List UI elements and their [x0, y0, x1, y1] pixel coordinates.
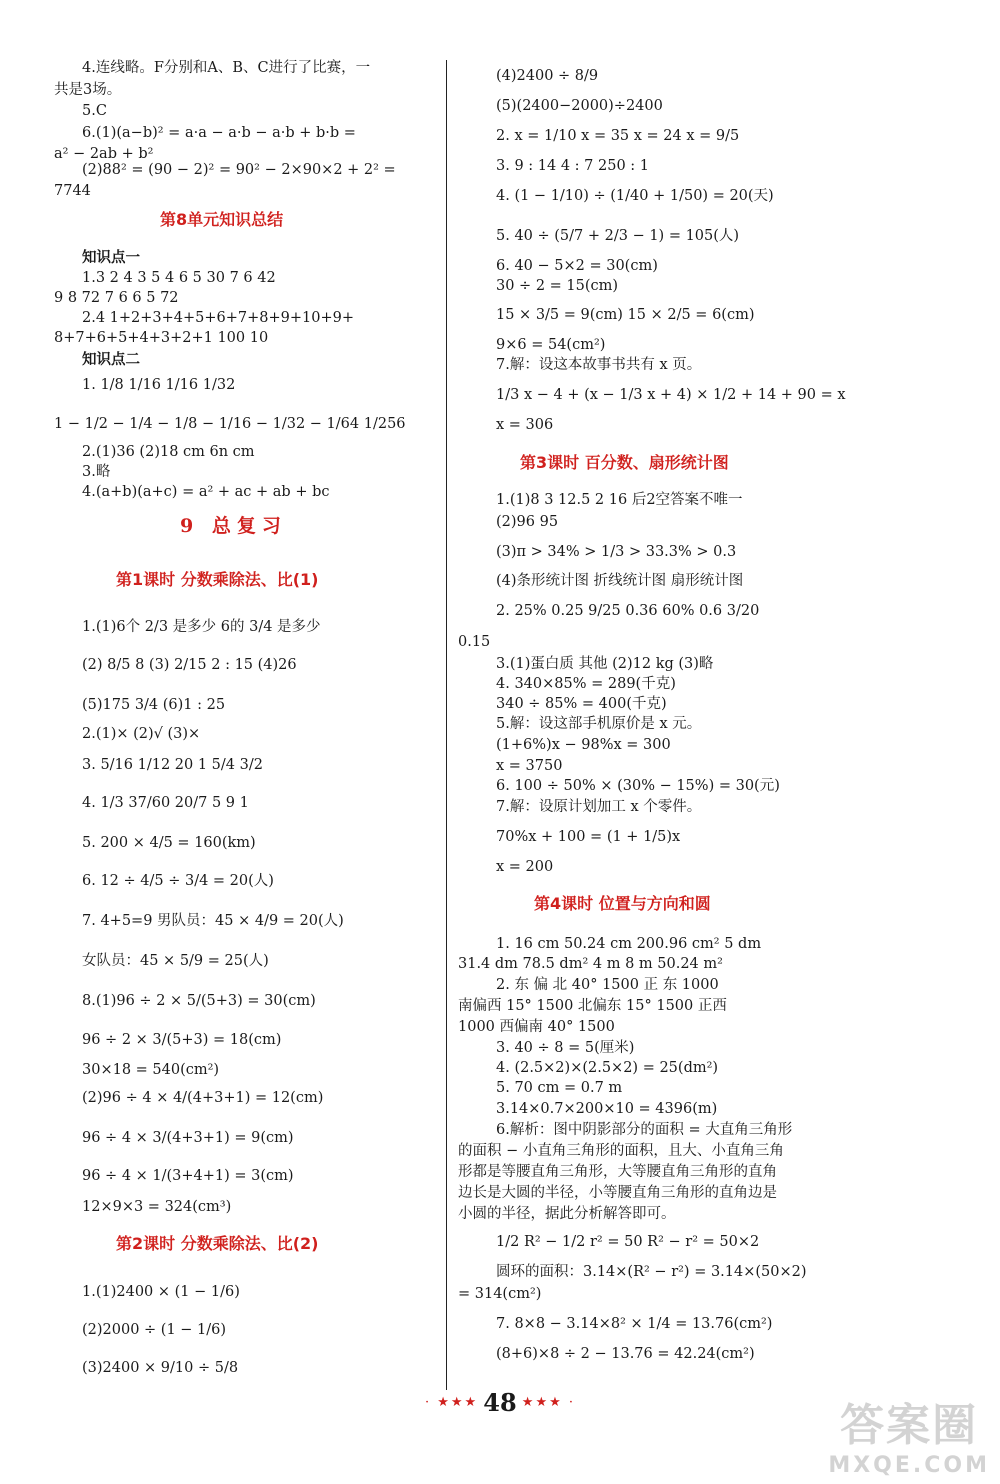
- answer-line-right-26: 7.解：设原计划加工 x 个零件。: [496, 799, 702, 815]
- answer-line-right-43: 1/2 R² − 1/2 r² = 50 R² − r² = 50×2: [496, 1234, 760, 1250]
- answer-line-left-19: (2) 8/5 8 (3) 2/15 2 : 15 (4)26: [82, 657, 297, 673]
- answer-line-left-26: 7. 4+5=9 男队员：45 × 4/9 = 20(人): [82, 913, 344, 929]
- answer-line-left-9: 9 8 72 7 6 6 5 72: [54, 290, 179, 306]
- answer-line-left-35: 1.(1)2400 × (1 − 1/6): [82, 1284, 240, 1300]
- answer-line-right-19: 3.(1)蛋白质 其他 (2)12 kg (3)略: [496, 656, 714, 672]
- answer-line-left-30: 30×18 = 540(cm²): [82, 1062, 220, 1078]
- answer-line-left-31: (2)96 ÷ 4 × 4/(4+3+1) = 12(cm): [82, 1090, 324, 1106]
- answer-line-right-10: 7.解：设这本故事书共有 x 页。: [496, 357, 702, 373]
- answer-line-right-12: x = 306: [496, 417, 554, 433]
- answer-line-right-33: 1000 西偏南 40° 1500: [458, 1019, 615, 1035]
- answer-line-left-25: 6. 12 ÷ 4/5 ÷ 3/4 = 20(人): [82, 873, 274, 889]
- answer-line-left-16: 3.略: [82, 464, 111, 480]
- answer-line-left-12: 知识点二: [82, 351, 140, 368]
- answer-line-right-38: 6.解析：图中阴影部分的面积 = 大直角三角形: [496, 1122, 793, 1138]
- answer-line-right-47: (8+6)×8 ÷ 2 − 13.76 = 42.24(cm²): [496, 1346, 755, 1362]
- answer-line-right-27: 70%x + 100 = (1 + 1/5)x: [496, 829, 681, 845]
- answer-line-right-29: 1. 16 cm 50.24 cm 200.96 cm² 5 dm: [496, 936, 762, 952]
- section-heading-left-3: 第2课时 分数乘除法、比(2): [116, 1234, 319, 1253]
- answer-line-right-7: 30 ÷ 2 = 15(cm): [496, 278, 619, 294]
- answer-line-right-11: 1/3 x − 4 + (x − 1/3 x + 4) × 1/2 + 14 + 90 = x: [496, 387, 846, 403]
- answer-line-left-7: 知识点一: [82, 249, 140, 266]
- answer-line-right-36: 5. 70 cm = 0.7 m: [496, 1080, 623, 1096]
- column-divider: [446, 60, 447, 1390]
- answer-line-right-30: 31.4 dm 78.5 dm² 4 m 8 m 50.24 m²: [458, 956, 723, 972]
- answer-line-right-16: (4)条形统计图 折线统计图 扇形统计图: [496, 573, 744, 589]
- answer-line-right-23: (1+6%)x − 98%x = 300: [496, 737, 671, 753]
- answer-line-left-5: (2)88² = (90 − 2)² = 90² − 2×90×2 + 2² =: [82, 162, 396, 178]
- watermark-url: MXQE.COM: [828, 1453, 990, 1478]
- answer-line-left-6: 7744: [54, 183, 91, 199]
- watermark-logo: [828, 1389, 990, 1478]
- answer-line-right-17: 2. 25% 0.25 9/25 0.36 60% 0.6 3/20: [496, 603, 760, 619]
- answer-line-right-41: 边长是大圆的半径，小等腰直角三角形的直角边是: [458, 1185, 777, 1201]
- star-decoration-right: ★★★ ·: [521, 1395, 576, 1410]
- section-heading-right-0: 第3课时 百分数、扇形统计图: [520, 453, 729, 472]
- section-heading-left-2: 第1课时 分数乘除法、比(1): [116, 570, 319, 589]
- answer-line-right-8: 15 × 3/5 = 9(cm) 15 × 2/5 = 6(cm): [496, 307, 755, 323]
- answer-line-right-25: 6. 100 ÷ 50% × (30% − 15%) = 30(元): [496, 778, 780, 794]
- answer-line-left-1: 共是3场。: [54, 82, 122, 98]
- answer-line-left-27: 女队员：45 × 5/9 = 25(人): [82, 953, 269, 969]
- answer-line-left-37: (3)2400 × 9/10 ÷ 5/8: [82, 1360, 239, 1376]
- answer-line-right-4: 4. (1 − 1/10) ÷ (1/40 + 1/50) = 20(天): [496, 188, 774, 204]
- answer-line-right-35: 4. (2.5×2)×(2.5×2) = 25(dm²): [496, 1060, 719, 1076]
- answer-line-left-22: 3. 5/16 1/12 20 1 5/4 3/2: [82, 757, 263, 773]
- answer-line-left-32: 96 ÷ 4 × 3/(4+3+1) = 9(cm): [82, 1130, 294, 1146]
- answer-line-right-34: 3. 40 ÷ 8 = 5(厘米): [496, 1040, 635, 1056]
- answer-line-right-18: 0.15: [458, 634, 491, 650]
- answer-line-left-34: 12×9×3 = 324(cm³): [82, 1199, 232, 1215]
- answer-line-right-40: 形都是等腰直角三角形，大等腰直角三角形的直角: [458, 1164, 777, 1180]
- answer-line-left-33: 96 ÷ 4 × 1/(3+4+1) = 3(cm): [82, 1168, 294, 1184]
- answer-line-right-24: x = 3750: [496, 758, 563, 774]
- answer-line-right-9: 9×6 = 54(cm²): [496, 337, 606, 353]
- answer-line-left-11: 8+7+6+5+4+3+2+1 100 10: [54, 330, 269, 346]
- answer-line-left-2: 5.C: [82, 103, 107, 119]
- answer-line-left-3: 6.(1)(a−b)² = a·a − a·b − a·b + b·b =: [82, 125, 356, 141]
- answer-line-left-23: 4. 1/3 37/60 20/7 5 9 1: [82, 795, 249, 811]
- answer-line-right-46: 7. 8×8 − 3.14×8² × 1/4 = 13.76(cm²): [496, 1316, 773, 1332]
- answer-line-left-14: 1 − 1/2 − 1/4 − 1/8 − 1/16 − 1/32 − 1/64 1/256: [54, 416, 406, 432]
- answer-line-right-21: 340 ÷ 85% = 400(千克): [496, 696, 667, 712]
- answer-line-right-20: 4. 340×85% = 289(千克): [496, 676, 676, 692]
- answer-line-left-21: 2.(1)× (2)√ (3)×: [82, 726, 201, 742]
- answer-line-right-2: 2. x = 1/10 x = 35 x = 24 x = 9/5: [496, 128, 740, 144]
- answer-line-left-0: 4.连线略。F分别和A、B、C进行了比赛，一: [82, 60, 371, 76]
- answer-line-left-36: (2)2000 ÷ (1 − 1/6): [82, 1322, 227, 1338]
- answer-line-right-28: x = 200: [496, 859, 554, 875]
- answer-line-left-10: 2.4 1+2+3+4+5+6+7+8+9+10+9+: [82, 310, 355, 326]
- answer-line-right-44: 圆环的面积：3.14×(R² − r²) = 3.14×(50×2): [496, 1264, 807, 1280]
- watermark-text: 答案圈: [840, 1400, 979, 1451]
- answer-line-left-20: (5)175 3/4 (6)1 : 25: [82, 697, 226, 713]
- answer-line-right-14: (2)96 95: [496, 514, 559, 530]
- answer-line-right-3: 3. 9 : 14 4 : 7 250 : 1: [496, 158, 650, 174]
- answer-line-right-5: 5. 40 ÷ (5/7 + 2/3 − 1) = 105(人): [496, 228, 740, 244]
- star-decoration-left: · ★★★: [424, 1395, 479, 1410]
- answer-line-left-15: 2.(1)36 (2)18 cm 6n cm: [82, 444, 255, 460]
- answer-line-right-0: (4)2400 ÷ 8/9: [496, 68, 599, 84]
- answer-line-right-37: 3.14×0.7×200×10 = 4396(m): [496, 1101, 718, 1117]
- answer-line-left-29: 96 ÷ 2 × 3/(5+3) = 18(cm): [82, 1032, 282, 1048]
- answer-line-right-15: (3)π > 34% > 1/3 > 33.3% > 0.3: [496, 544, 737, 560]
- answer-line-left-24: 5. 200 × 4/5 = 160(km): [82, 835, 256, 851]
- section-heading-left-1: 9 总复习: [180, 515, 287, 537]
- page-number: 48: [483, 1388, 517, 1417]
- section-heading-left-0: 第8单元知识总结: [160, 210, 284, 229]
- answer-line-right-22: 5.解：设这部手机原价是 x 元。: [496, 716, 702, 732]
- answer-line-left-8: 1.3 2 4 3 5 4 6 5 30 7 6 42: [82, 270, 276, 286]
- answer-line-right-45: = 314(cm²): [458, 1286, 542, 1302]
- answer-line-right-1: (5)(2400−2000)÷2400: [496, 98, 663, 114]
- answer-line-right-42: 小圆的半径，据此分析解答即可。: [458, 1206, 676, 1222]
- answer-line-right-6: 6. 40 − 5×2 = 30(cm): [496, 258, 658, 274]
- answer-line-right-39: 的面积 − 小直角三角形的面积，且大、小直角三角: [458, 1143, 784, 1159]
- answer-line-left-13: 1. 1/8 1/16 1/16 1/32: [82, 377, 236, 393]
- answer-line-left-17: 4.(a+b)(a+c) = a² + ac + ab + bc: [82, 484, 330, 500]
- answer-line-right-32: 南偏西 15° 1500 北偏东 15° 1500 正西: [458, 998, 727, 1014]
- answer-line-left-4: a² − 2ab + b²: [54, 146, 154, 162]
- section-heading-right-1: 第4课时 位置与方向和圆: [534, 894, 711, 913]
- answer-line-right-13: 1.(1)8 3 12.5 2 16 后2空答案不唯一: [496, 492, 743, 508]
- answer-line-left-28: 8.(1)96 ÷ 2 × 5/(5+3) = 30(cm): [82, 993, 316, 1009]
- answer-line-left-18: 1.(1)6个 2/3 是多少 6的 3/4 是多少: [82, 619, 321, 635]
- answer-line-right-31: 2. 东 偏 北 40° 1500 正 东 1000: [496, 977, 719, 993]
